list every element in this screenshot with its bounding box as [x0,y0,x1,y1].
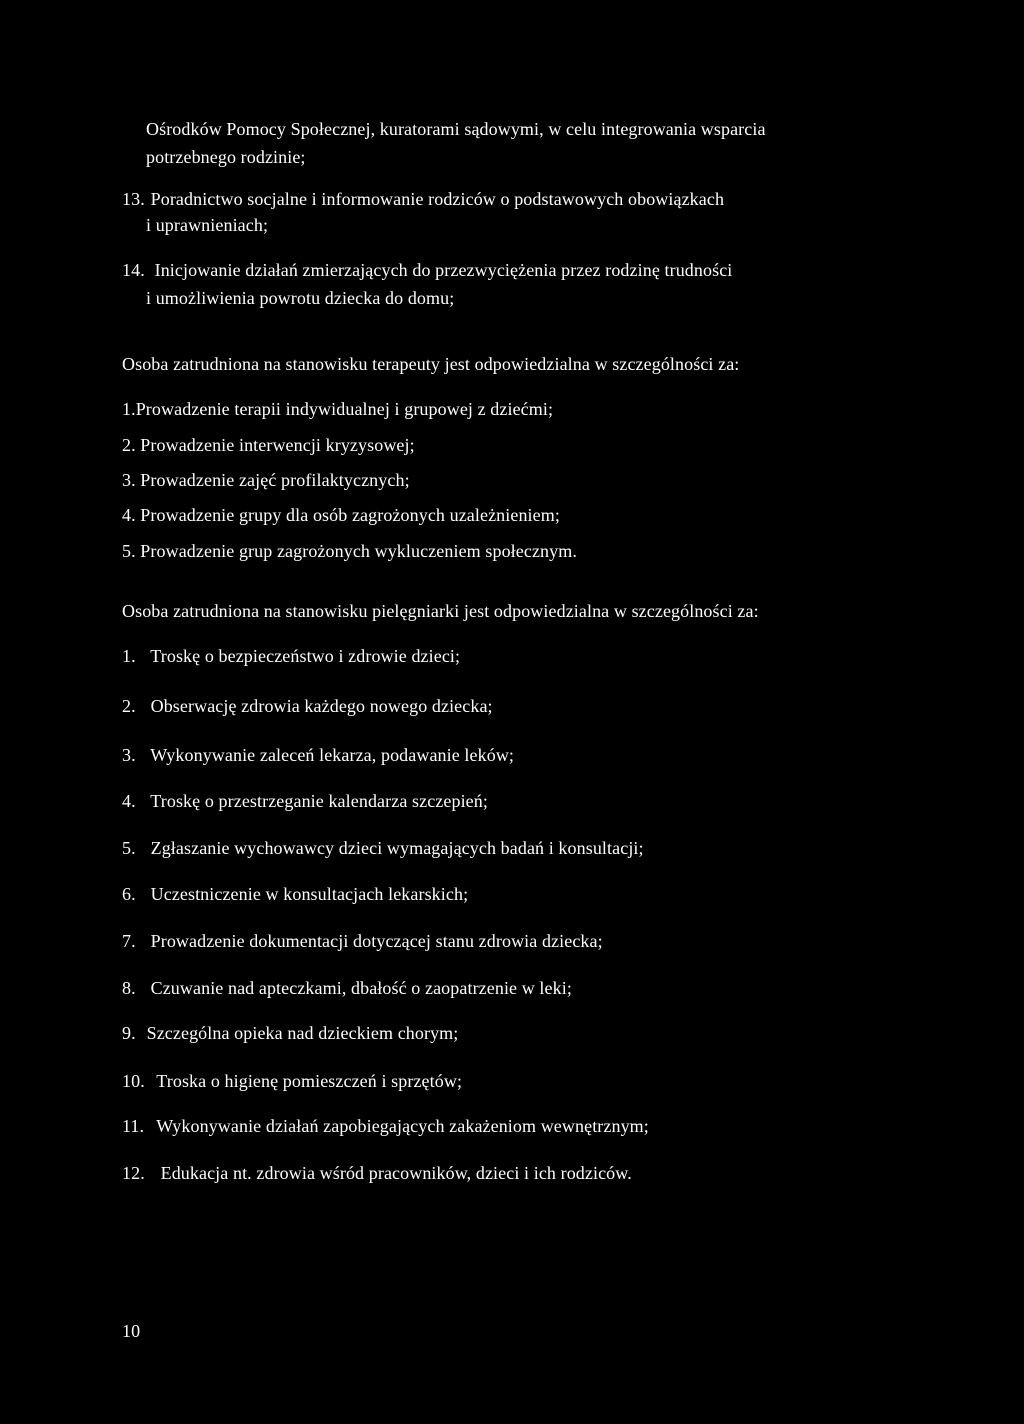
list-item-text: Prowadzenie dokumentacji dotyczącej stanu zdrowia dziecka; [150,931,603,951]
list-item-text: Edukacja nt. zdrowia wśród pracowników, dzieci i ich rodziców. [160,1163,632,1183]
list-item-number: 1. [122,646,136,666]
list-item-number: 7. [122,931,136,951]
list-item-number: 3. [122,745,136,765]
list-item-text: Wykonywanie działań zapobiegających zakażeniom wewnętrznym; [156,1116,649,1136]
list-item-number: 14. [122,260,145,280]
list-item-text: Zgłaszanie wychowawcy dzieci wymagających badań i konsultacji; [150,838,644,858]
therapist-item-5: 5. Prowadzenie grup zagrożonych wykluczeniem społecznym. [122,541,577,561]
list-item-number: 5. [122,838,136,858]
list-item-number: 2. [122,696,136,716]
therapist-item-3: 3. Prowadzenie zajęć profilaktycznych; [122,470,410,490]
therapist-heading: Osoba zatrudniona na stanowisku terapeuty jest odpowiedzialna w szczególności za: [122,354,740,374]
list-item-14-continuation: i umożliwienia powrotu dziecka do domu; [146,288,455,308]
list-item-number: 10. [122,1071,145,1091]
list-item-text: Troska o higienę pomieszczeń i sprzętów; [156,1071,463,1091]
therapist-item-4: 4. Prowadzenie grupy dla osób zagrożonych uzależnieniem; [122,505,560,525]
nurse-item-7 [122,930,603,952]
intro-line-1: Ośrodków Pomocy Społecznej, kuratorami sądowymi, w celu integrowania wsparcia [146,119,766,139]
list-item-number: 11. [122,1116,145,1136]
list-item-text: Troskę o przestrzeganie kalendarza szczepień; [150,791,488,811]
list-item-number: 9. [122,1023,136,1043]
list-item-number: 13. [122,189,145,209]
list-item-14 [122,259,732,281]
list-item-text: Wykonywanie zaleceń lekarza, podawanie leków; [150,745,515,765]
page-number: 10 [122,1321,141,1341]
list-item-text: Troskę o bezpieczeństwo i zdrowie dzieci; [150,646,461,666]
nurse-item-1 [122,645,460,667]
list-item-text: Poradnictwo socjalne i informowanie rodziców o podstawowych obowiązkach [150,189,725,209]
list-item-number: 12. [122,1163,145,1183]
nurse-item-10 [122,1070,462,1092]
intro-line-2: potrzebnego rodzinie; [146,147,306,167]
list-item-13 [122,188,724,210]
list-item-text: Obserwację zdrowia każdego nowego dziecka; [150,696,493,716]
therapist-item-1: 1.Prowadzenie terapii indywidualnej i grupowej z dziećmi; [122,399,554,419]
nurse-item-9 [122,1022,458,1044]
nurse-item-2 [122,695,493,717]
list-item-text: Szczególna opieka nad dzieckiem chorym; [146,1023,459,1043]
list-item-number: 4. [122,791,136,811]
nurse-item-8 [122,977,572,999]
nurse-item-12 [122,1162,632,1184]
nurse-item-3 [122,744,514,766]
nurse-heading: Osoba zatrudniona na stanowisku pielęgniarki jest odpowiedzialna w szczególności za: [122,601,759,621]
therapist-item-2: 2. Prowadzenie interwencji kryzysowej; [122,435,415,455]
list-item-text: Uczestniczenie w konsultacjach lekarskich; [150,884,469,904]
list-item-text: Czuwanie nad apteczkami, dbałość o zaopatrzenie w leki; [150,978,572,998]
nurse-item-11 [122,1115,649,1137]
list-item-number: 6. [122,884,136,904]
list-item-13-continuation: i uprawnieniach; [146,215,269,235]
nurse-item-5 [122,837,644,859]
list-item-text: Inicjowanie działań zmierzających do przezwyciężenia przez rodzinę trudności [154,260,733,280]
nurse-item-4 [122,790,488,812]
nurse-item-6 [122,883,468,905]
list-item-number: 8. [122,978,136,998]
